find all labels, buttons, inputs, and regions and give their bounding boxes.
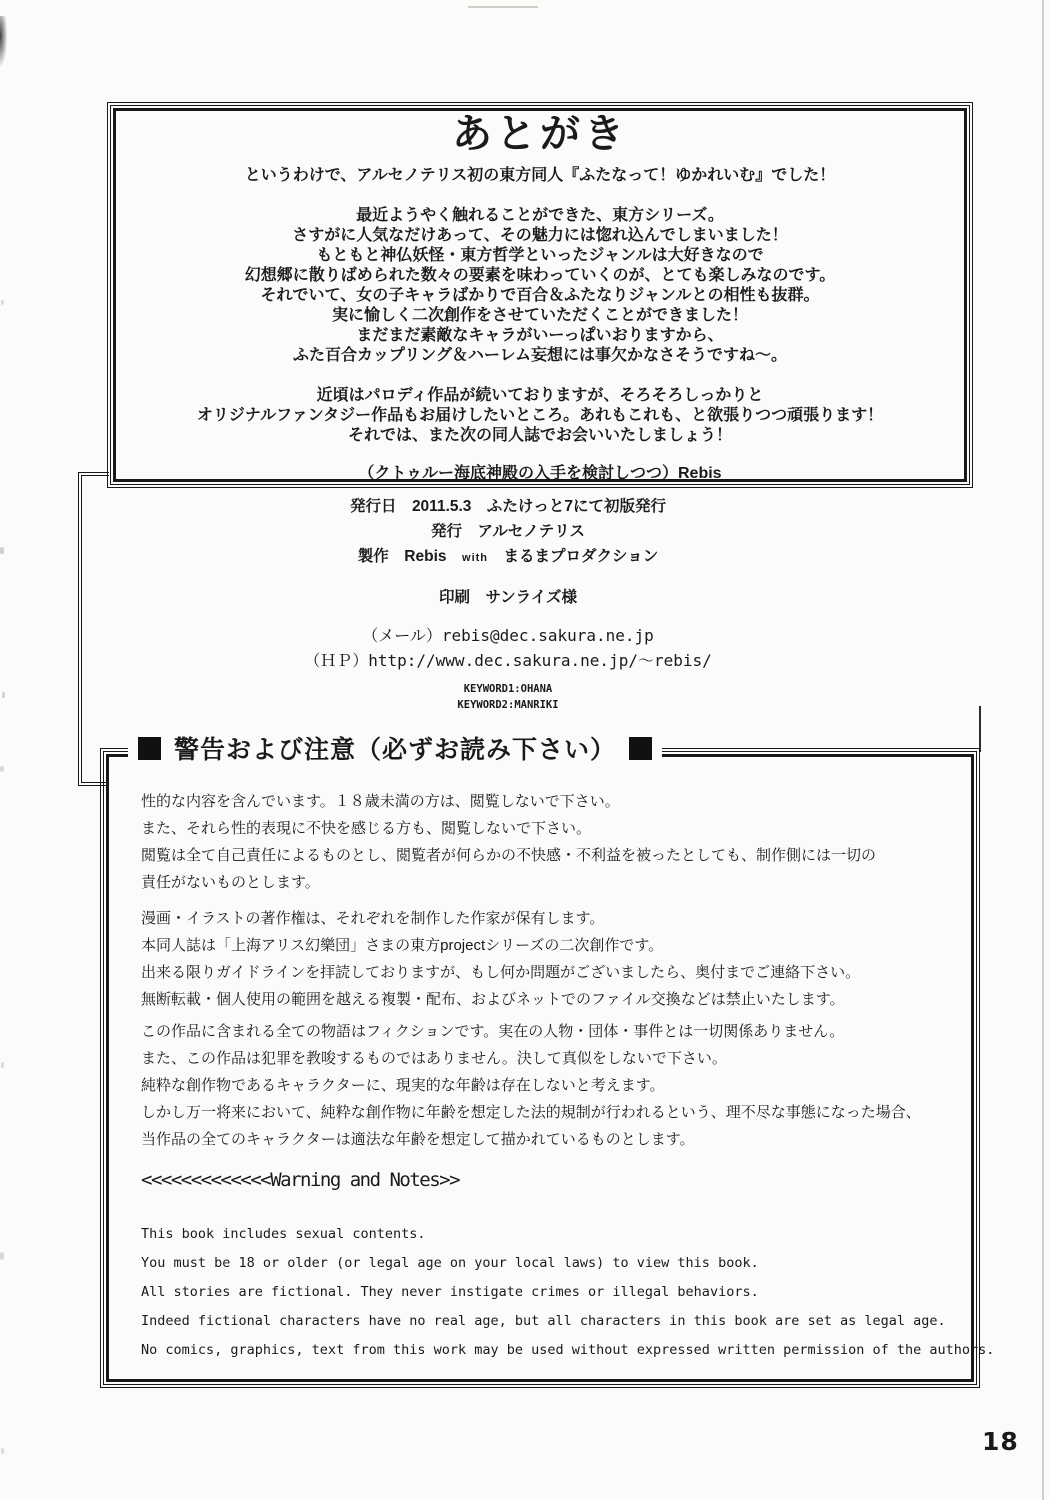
text-line: もともと神仏妖怪・東方哲学といったジャンルは大好きなので — [316, 247, 764, 264]
afterword-intro: というわけで、アルセノテリス初の東方同人『ふたなって！ゆかれいむ』でした！ — [244, 167, 836, 184]
text-line: 実に愉しく二次創作をさせていただくことができました！ — [331, 307, 748, 324]
warning-header — [128, 727, 662, 769]
text-line: All stories are fictional. They never instigate crimes or illegal behaviors. — [141, 1284, 759, 1300]
warning-english-heading: <<<<<<<<<<<<<Warning and Notes>> — [141, 1169, 460, 1191]
text-line: 性的な内容を含んでいます。１８歳未満の方は、閲覧しないで下さい。 — [141, 793, 620, 810]
colophon-printing: 印刷 サンライズ様 — [438, 589, 578, 606]
text-line: それでいて、女の子キャラばかりで百合＆ふたなりジャンルとの相性も抜群。 — [260, 287, 820, 304]
text-line: 近頃はパロディ作品が続いておりますが、そろそろしっかりと — [316, 387, 764, 404]
text-line: しかし万一将来において、純粋な創作物に年齢を想定した法的規制が行われるという、理不尽な事態になった場合、 — [141, 1104, 921, 1121]
warning-paragraph-1 — [141, 788, 960, 896]
warning-box — [100, 748, 995, 1388]
afterword-paragraph-2 — [117, 386, 963, 446]
production-label: 製作 — [357, 548, 389, 565]
text-line: さすがに人気なだけあって、その魅力には惚れ込んでしまいました！ — [292, 227, 788, 244]
warning-paragraph-3 — [141, 1018, 960, 1153]
text-line: まだまだ素敵なキャラがいーっぱいおりますから、 — [356, 327, 724, 344]
page-number: 18 — [982, 1427, 1019, 1456]
production-with: with — [462, 552, 489, 564]
colophon-mail: （メール）rebis@dec.sakura.ne.jp — [362, 626, 654, 645]
warning-english-lines — [141, 1220, 995, 1365]
afterword-signoff: （クトゥルー海底神殿の入手を検討しつつ）Rebis — [358, 465, 722, 482]
text-line: また、この作品は犯罪を教唆するものではありません。決して真似をしないで下さい。 — [141, 1050, 727, 1067]
text-line: You must be 18 or older (or legal age on your local laws) to view this book. — [141, 1255, 759, 1271]
colophon-publisher: 発行 アルセノテリス — [431, 523, 585, 540]
scan-speck — [0, 766, 4, 772]
text-line: オリジナルファンタジー作品もお届けしたいところ。あれもこれも、と欲張りつつ頑張ります！ — [196, 407, 884, 424]
text-line: 閲覧は全て自己責任によるものとし、閲覧者が何らかの不快感・不利益を被ったとしても、制作側には一切の — [141, 847, 877, 864]
text-line: 純粋な創作物であるキャラクターに、現実的な年齢は存在しないと考えます。 — [141, 1077, 665, 1094]
text-line: No comics, graphics, text from this work may be used without expressed written permission of the authors. — [141, 1342, 995, 1358]
colophon — [0, 494, 1016, 713]
colophon-keyword-2: KEYWORD2:MANRIKI — [457, 699, 559, 711]
text-line: 本同人誌は「上海アリス幻樂団」さまの東方projectシリーズの二次創作です。 — [141, 937, 664, 954]
text-line: 最近ようやく触れることができた、東方シリーズ。 — [356, 207, 724, 224]
black-square-icon — [629, 737, 652, 760]
text-line: また、それら性的表現に不快を感じる方も、閲覧しないで下さい。 — [141, 820, 592, 837]
colophon-homepage: （ＨＰ）http://www.dec.sakura.ne.jp/～rebis/ — [304, 651, 712, 670]
text-line: 当作品の全てのキャラクターは適法な年齢を想定して描かれているものとします。 — [141, 1131, 695, 1148]
warning-heading-text: 警告および注意（必ずお読み下さい） — [174, 736, 617, 764]
afterword-title: あとがき — [452, 112, 628, 156]
scan-speck — [1, 1448, 4, 1454]
scan-speck — [1, 1062, 4, 1068]
scan-top-smudge — [468, 6, 538, 8]
warning-paragraph-2 — [141, 905, 960, 1013]
colophon-production — [0, 544, 1016, 571]
production-name-2: まるまプロダクション — [503, 548, 659, 565]
text-line: ふた百合カップリング＆ハーレム妄想には事欠かなさそうですね～。 — [293, 347, 787, 364]
text-line: この作品に含まれる全ての物語はフィクションです。実在の人物・団体・事件とは一切関係ありません。 — [141, 1023, 845, 1040]
scan-blotch-top-left — [0, 16, 7, 66]
text-line: それでは、また次の同人誌でお会いいたしましょう！ — [347, 427, 732, 444]
text-line: 出来る限りガイドラインを拝読しておりますが、もし何か問題がございましたら、奥付までご連絡下さい。 — [141, 964, 861, 981]
afterword-box — [107, 102, 973, 488]
text-line: 責任がないものとします。 — [141, 874, 320, 891]
afterword-paragraph-1 — [117, 206, 963, 366]
text-line: 漫画・イラストの著作権は、それぞれを制作した作家が保有します。 — [141, 910, 605, 927]
text-line: This book includes sexual contents. — [141, 1226, 426, 1242]
text-line: Indeed fictional characters have no real age, but all characters in this book are set as legal age. — [141, 1313, 946, 1329]
scan-speck — [1, 300, 4, 305]
text-line: 幻想郷に散りばめられた数々の要素を味わっていくのが、とても楽しみなのです。 — [244, 267, 836, 284]
scan-right-edge-line — [1042, 0, 1044, 1500]
black-square-icon — [138, 737, 161, 760]
colophon-keyword-1: KEYWORD1:OHANA — [463, 683, 553, 695]
colophon-issue-date: 発行日 2011.5.3 ふたけっと7にて初版発行 — [349, 498, 667, 515]
text-line: 無断転載・個人使用の範囲を越える複製・配布、およびネットでのファイル交換などは禁止いたします。 — [141, 991, 845, 1008]
scan-speck — [0, 1252, 4, 1260]
production-name-1: Rebis — [404, 548, 447, 565]
